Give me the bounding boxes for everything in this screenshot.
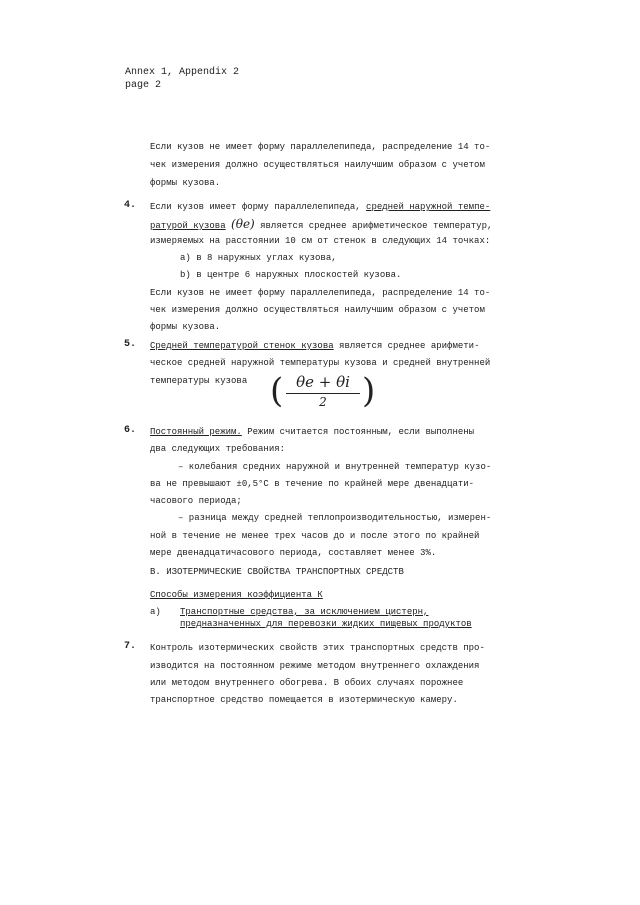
item-7-line-3: или методом внутреннего обогрева. В обоих случаях порожнее [150, 678, 464, 688]
formula-fraction-bar [286, 393, 360, 394]
item-4-after-line-1: Если кузов не имеет форму параллелепипеда, распределение 14 то- [150, 288, 491, 298]
section-b-point-a-label: а) [150, 607, 161, 617]
section-b-title: В. ИЗОТЕРМИЧЕСКИЕ СВОЙСТВА ТРАНСПОРТНЫХ СРЕДСТВ [150, 567, 404, 577]
mean-temperature-formula [268, 371, 378, 415]
formula-denominator: 2 [319, 395, 327, 409]
section-b-point-a-line-2: предназначенных для перевозки жидких пищевых продуктов [180, 619, 472, 629]
item-4-line-3: измеряемых на расстоянии 10 см от стенок в следующих 14 точках: [150, 236, 491, 246]
intro-line-3: формы кузова. [150, 178, 221, 188]
item-6-bullet-1-line-2: ва не превышают ±0,5°С в течение по крайней мере двенадцати- [150, 479, 475, 489]
item-5-line-1 [150, 340, 479, 352]
document-header [125, 66, 239, 92]
item-7-line-2: изводится на постоянном режиме методом внутреннего охлаждения [150, 661, 480, 671]
formula-close-paren: ) [362, 371, 376, 411]
item-5-line-3: температуры кузова [150, 376, 248, 386]
item-6-bullet-2-line-2: ной в течение не менее трех часов до и после этого по крайней [150, 531, 480, 541]
intro-line-2: чек измерения должно осуществляться наилучшим образом с учетом [150, 160, 485, 170]
intro-line-1: Если кузов не имеет форму параллелепипеда, распределение 14 то- [150, 142, 491, 152]
item-6-line-1-text: Режим считается постоянным, если выполнены [241, 427, 475, 437]
term-body-temperature: ратурой кузова [150, 221, 226, 231]
item-7-line-4: транспортное средство помещается в изотермическую камеру. [150, 695, 458, 705]
item-6-bullet-2-line-3: мере двенадцатичасового периода, составляет менее 3%. [150, 548, 437, 558]
item-4-line-1-text: Если кузов имеет форму параллелепипеда, [150, 202, 367, 212]
term-outer-temperature: средней наружной темпе- [366, 202, 491, 212]
term-steady-state: Постоянный режим. [150, 427, 242, 437]
formula-numerator: θe + θi [296, 373, 350, 391]
item-4-line-2-text: является среднее арифметическое температур, [254, 221, 493, 231]
item-7-number: 7. [124, 641, 137, 652]
item-6-line-2: два следующих требования: [150, 444, 286, 454]
item-4-after-line-2: чек измерения должно осуществляться наилучшим образом с учетом [150, 305, 485, 315]
item-4-point-a: а) в 8 наружных углах кузова, [180, 253, 337, 263]
item-5-number: 5. [124, 339, 137, 350]
annex-reference: Annex 1, Appendix 2 [125, 67, 240, 78]
term-wall-temperature: Средней температурой стенок кузова [150, 341, 334, 351]
item-4-number: 4. [124, 200, 137, 211]
item-7-line-1: Контроль изотермических свойств этих транспортных средств про- [150, 643, 485, 653]
item-4-point-b: b) в центре 6 наружных плоскостей кузова. [180, 270, 402, 280]
section-b-point-a-line-1: Транспортные средства, за исключением цистерн, [180, 607, 429, 617]
item-6-bullet-1-line-3: часового периода; [150, 496, 242, 506]
item-4-after-line-3: формы кузова. [150, 322, 221, 332]
item-6-bullet-2-line-1: – разница между средней теплопроизводительностью, измерен- [178, 513, 492, 523]
item-6-number: 6. [124, 425, 137, 436]
item-5-line-2: ческое средней наружной температуры кузова и средней внутренней [150, 358, 491, 368]
formula-open-paren: ( [270, 371, 284, 411]
item-5-line-1-text: является среднее арифмети- [333, 341, 480, 351]
theta-e-symbol: (θe) [231, 217, 255, 231]
item-4-line-1 [150, 201, 490, 213]
item-6-bullet-1-line-1: – колебания средних наружной и внутренней температур кузо- [178, 462, 492, 472]
item-6-line-1 [150, 426, 474, 438]
item-4-line-2 [150, 218, 492, 232]
section-b-subheading: Способы измерения коэффициента К [150, 590, 323, 600]
page-reference: page 2 [125, 80, 162, 91]
